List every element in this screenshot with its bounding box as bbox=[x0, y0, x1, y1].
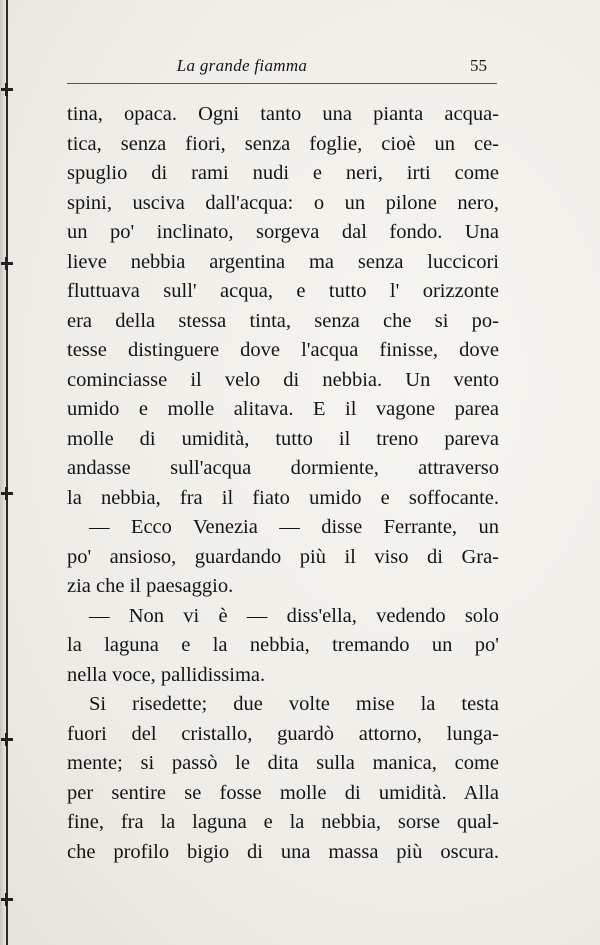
running-title: La grande fiamma bbox=[176, 56, 308, 75]
text-line: tica, senza fiori, senza foglie, cioè un ce- bbox=[67, 132, 499, 155]
binding-mark bbox=[1, 262, 13, 265]
binding-edge bbox=[6, 0, 8, 945]
text-line: fine, fra la laguna e la nebbia, sorse qual- bbox=[67, 811, 499, 833]
text-line: tina, opaca. Ogni tanto una pianta acqua- bbox=[67, 103, 499, 125]
binding-mark bbox=[1, 88, 13, 91]
text-line: zia che il paesaggio. bbox=[67, 575, 234, 597]
text-line: — Ecco Venezia — disse Ferrante, un bbox=[89, 516, 499, 538]
text-line: tesse distinguere dove l'acqua finisse, dove bbox=[67, 339, 499, 361]
text-line: fuori del cristallo, guardò attorno, lunga- bbox=[67, 722, 499, 745]
text-line: fluttuava sull' acqua, e tutto l' orizzonte bbox=[67, 280, 499, 302]
page-header bbox=[67, 50, 497, 84]
text-line: nella voce, pallidissima. bbox=[67, 663, 266, 686]
text-line: po' ansioso, guardando più il viso di Gra- bbox=[67, 545, 499, 568]
text-line: andasse sull'acqua dormiente, attraverso bbox=[67, 457, 499, 479]
text-line: spuglio di rami nudi e neri, irti come bbox=[67, 162, 499, 184]
text-line: cominciasse il velo di nebbia. Un vento bbox=[67, 368, 499, 391]
text-line: la laguna e la nebbia, tremando un po' bbox=[67, 634, 499, 656]
text-line: per sentire se fosse molle di umidità. Alla bbox=[67, 781, 499, 804]
binding-mark bbox=[1, 492, 13, 495]
body-text bbox=[67, 100, 499, 867]
text-line: spini, usciva dall'acqua: o un pilone nero, bbox=[67, 191, 499, 214]
header-rule bbox=[67, 83, 497, 84]
text-line: — Non vi è — diss'ella, vedendo solo bbox=[89, 604, 499, 627]
text-line: un po' inclinato, sorgeva dal fondo. Una bbox=[67, 221, 499, 243]
text-line: umido e molle alitava. E il vagone parea bbox=[67, 398, 499, 420]
text-line: Si risedette; due volte mise la testa bbox=[89, 693, 499, 715]
text-line: era della stessa tinta, senza che si po- bbox=[67, 309, 499, 332]
text-line: mente; si passò le dita sulla manica, come bbox=[67, 752, 499, 774]
text-line: lieve nebbia argentina ma senza luccicori bbox=[67, 250, 499, 273]
page-number: 55 bbox=[470, 56, 487, 75]
text-line: la nebbia, fra il fiato umido e soffocante. bbox=[67, 486, 499, 509]
text-line: che profilo bigio di una massa più oscura. bbox=[67, 840, 499, 863]
binding-mark bbox=[1, 738, 13, 741]
text-line: molle di umidità, tutto il treno pareva bbox=[67, 427, 499, 450]
binding-mark bbox=[1, 898, 13, 901]
